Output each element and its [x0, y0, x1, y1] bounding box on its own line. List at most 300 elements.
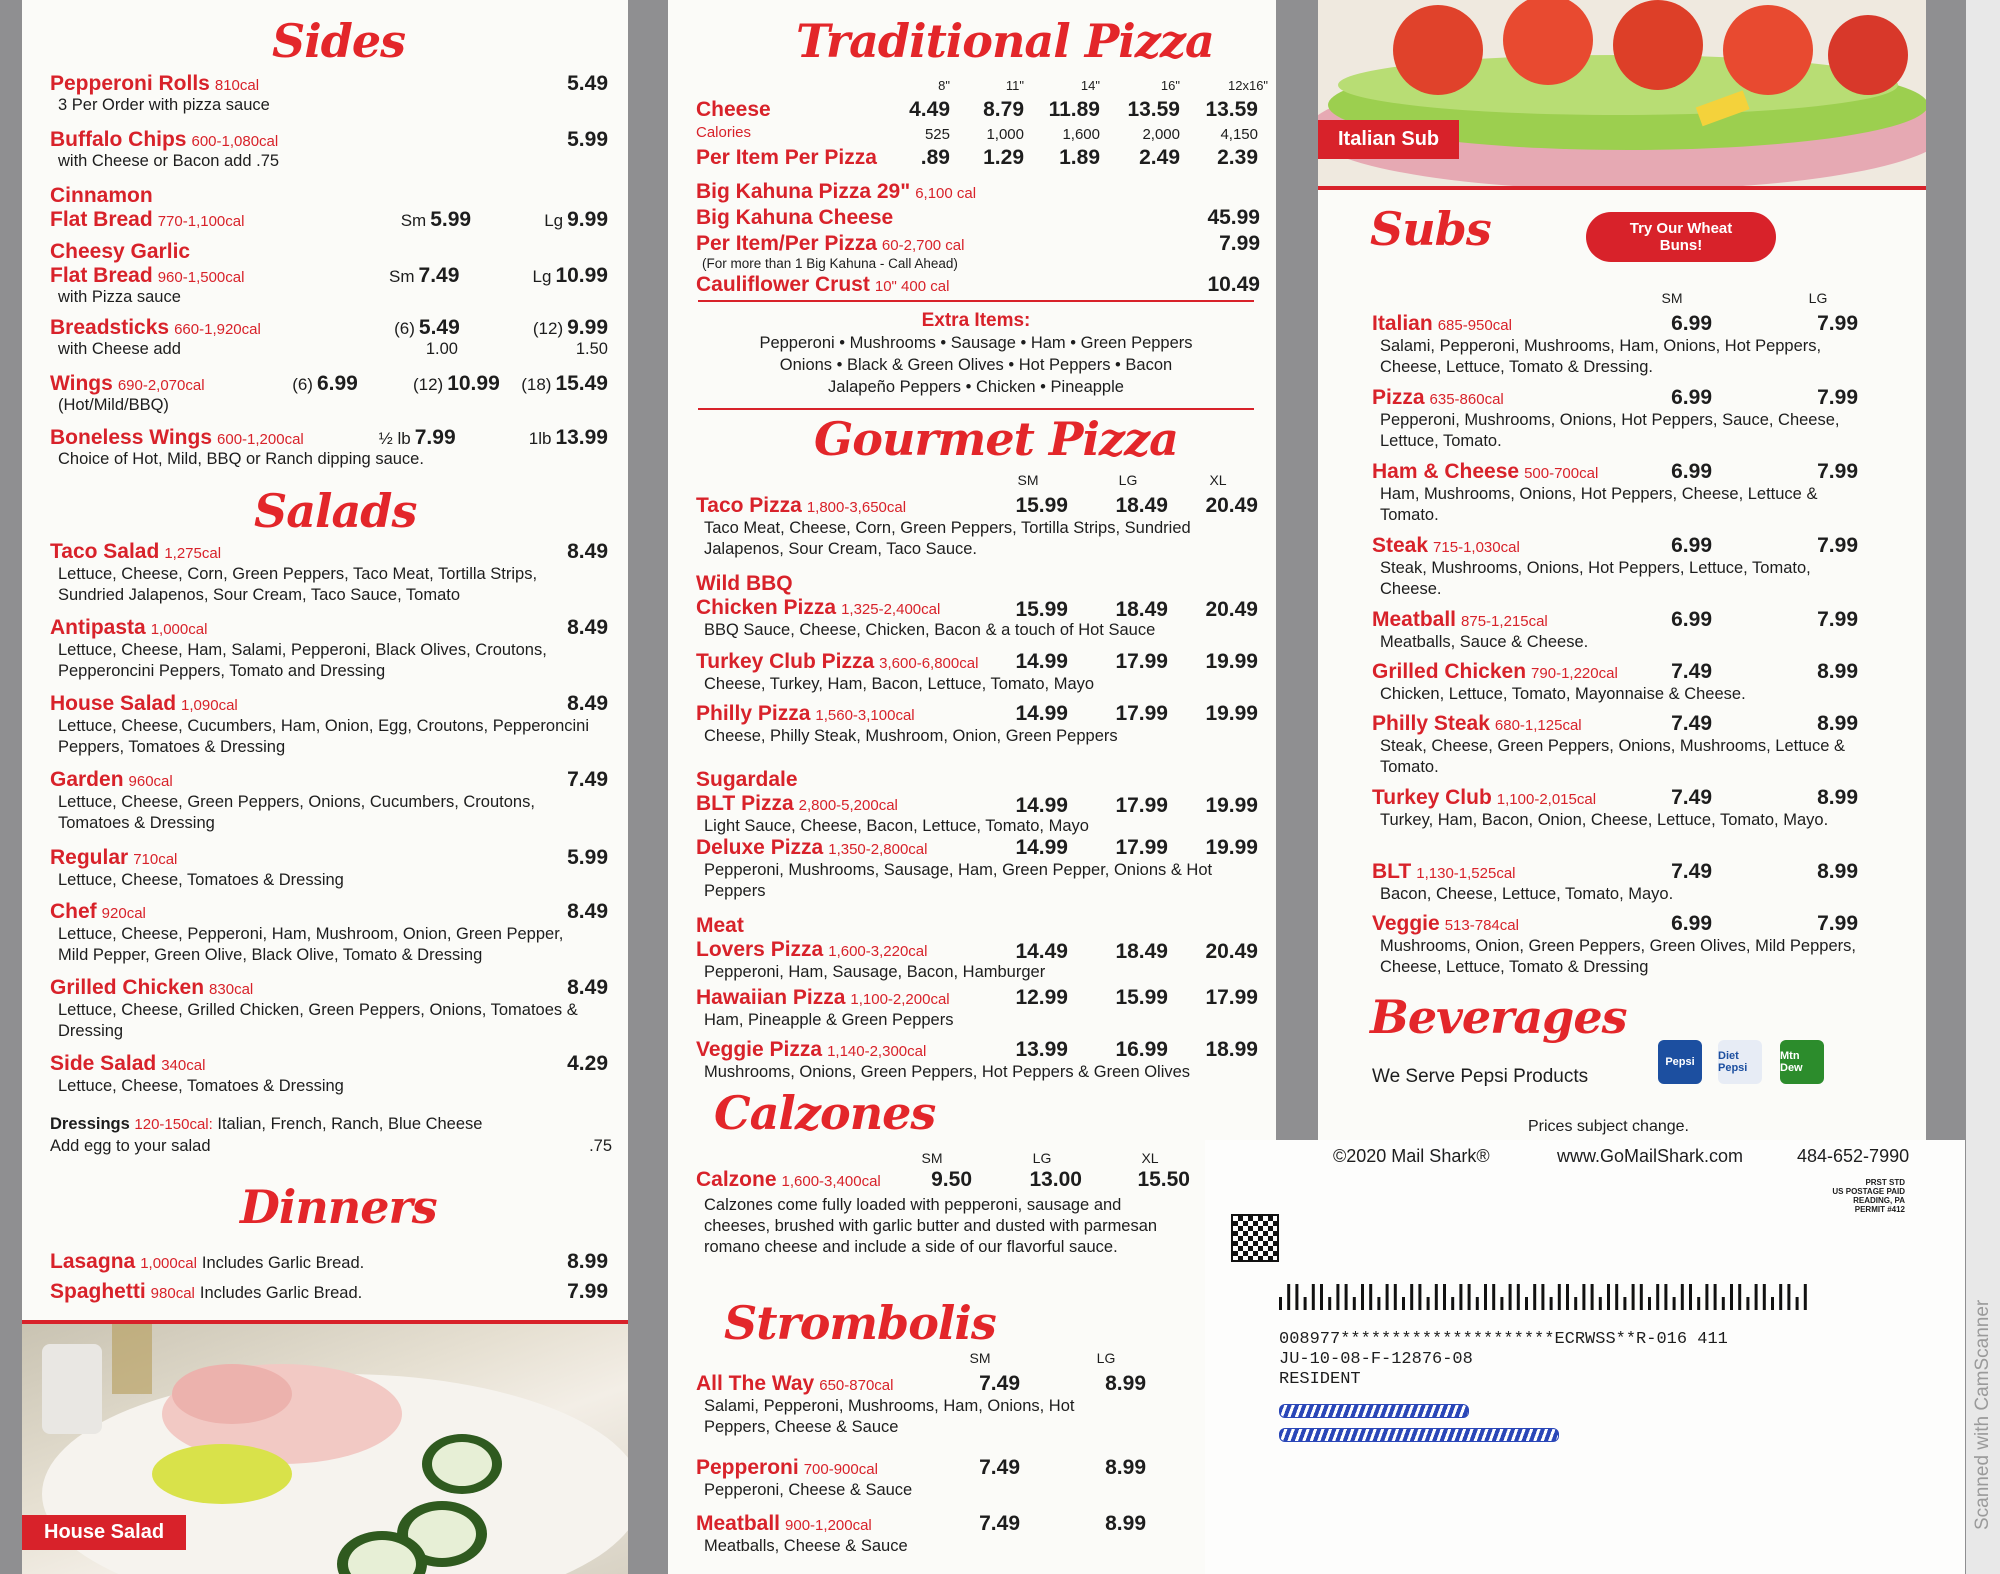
side-item-cal: 600-1,080cal [191, 133, 279, 150]
sub-item-cal: 1,130-1,525cal [1416, 865, 1516, 882]
side-item-addon-price: 1.00 [425, 340, 458, 358]
gourmet-item-name: BLT Pizza [696, 792, 794, 815]
sub-item-cal: 513-784cal [1444, 917, 1519, 934]
side-item-cal: 600-1,200cal [217, 431, 304, 448]
cauliflower-cal: 10" 400 cal [874, 278, 950, 295]
sub-item-cal: 685-950cal [1437, 317, 1512, 334]
copyright: ©2020 Mail Shark® [1333, 1146, 1490, 1166]
side-item-cal: 660-1,920cal [174, 321, 261, 338]
size-header: LG [1118, 472, 1138, 488]
sub-item-name: Pizza [1372, 386, 1425, 409]
side-item-price: 9.99 [567, 316, 608, 339]
gourmet-item [696, 702, 1260, 747]
gourmet-item-name: Turkey Club Pizza [696, 650, 875, 673]
section-title-strombolis: Strombolis [724, 1296, 996, 1350]
per-item-row-value: 1.89 [1059, 146, 1100, 169]
gourmet-item-price: 19.99 [1205, 702, 1258, 725]
side-item-desc: (Hot/Mild/BBQ) [58, 396, 169, 414]
scanner-watermark: Scanned with CamScanner [1972, 1299, 1993, 1530]
salad-item-row [50, 1052, 608, 1076]
gourmet-item-price: 17.99 [1115, 836, 1168, 859]
side-item-row [50, 264, 608, 288]
salad-item-price: 8.49 [567, 900, 608, 923]
size-header: LG [1096, 1350, 1116, 1366]
gourmet-item-price: 14.99 [1015, 794, 1068, 817]
salad-item-name: Chef [50, 900, 97, 923]
salad-item-cal: 1,275cal [164, 545, 222, 562]
side-item-name: Cinnamon [50, 184, 153, 207]
side-item-price: 9.99 [567, 208, 608, 231]
redacted-address [1279, 1428, 1559, 1442]
dinner-item [50, 1280, 608, 1304]
side-item-price: 5.49 [567, 72, 608, 95]
side-item-cal: 960-1,500cal [157, 269, 245, 286]
postage-line: US POSTAGE PAID [1832, 1187, 1905, 1196]
side-item-cal: 770-1,100cal [157, 213, 245, 230]
gourmet-item-desc: Mushrooms, Onions, Green Peppers, Hot Peppers & Green Olives [704, 1063, 1191, 1081]
egg-price: .75 [589, 1137, 612, 1155]
sub-item-price: 7.49 [1671, 712, 1712, 735]
gourmet-item-row [696, 836, 1260, 860]
side-item-desc: Choice of Hot, Mild, BBQ or Ranch dipping sauce. [58, 450, 424, 468]
salad-item-desc: Lettuce, Cheese, Tomatoes & Dressing [58, 871, 344, 889]
section-title-traditional-pizza: Traditional Pizza [796, 14, 1214, 68]
side-item [50, 426, 608, 469]
side-item-addon-price: 1.50 [575, 340, 608, 358]
gourmet-item-price: 18.49 [1115, 598, 1168, 621]
side-item-name: Wings [50, 372, 113, 395]
size-header: LG [1032, 1150, 1052, 1166]
salad-item-name: Antipasta [50, 616, 146, 639]
gourmet-item-price: 19.99 [1205, 650, 1258, 673]
cheese-row-value: 13.59 [1205, 98, 1258, 121]
sub-item-name: Turkey Club [1372, 786, 1492, 809]
section-title-beverages: Beverages [1370, 990, 1627, 1044]
side-item-name: Cheesy Garlic [50, 240, 191, 263]
gourmet-item-name: Taco Pizza [696, 494, 802, 517]
gourmet-item-price: 18.49 [1115, 940, 1168, 963]
size-header: XL [1209, 472, 1227, 488]
gourmet-item-price: 15.99 [1015, 598, 1068, 621]
mailing-panel [1205, 1140, 1965, 1574]
salad-item [50, 768, 608, 834]
sub-item-name: Grilled Chicken [1372, 660, 1527, 683]
sub-item-price: 8.99 [1817, 660, 1858, 683]
gourmet-item-desc: Taco Meat, Cheese, Corn, Green Peppers, Tortilla Strips, Sundried Jalapenos, Sour Cream, Taco Sauce. [704, 519, 1191, 558]
gourmet-item-price: 17.99 [1115, 794, 1168, 817]
salad-item-desc: Lettuce, Cheese, Green Peppers, Onions, Cucumbers, Croutons, Tomatoes & Dressing [58, 793, 535, 832]
gourmet-item-price: 19.99 [1205, 836, 1258, 859]
gourmet-item-row [696, 596, 1260, 620]
side-item-row [50, 426, 608, 450]
kahuna-item-cal: 60-2,700 cal [881, 237, 965, 254]
pepsi-logo-icon: Pepsi [1658, 1040, 1702, 1084]
sub-item-desc: Turkey, Ham, Bacon, Onion, Cheese, Lettuce, Tomato, Mayo. [1380, 811, 1829, 829]
beverages-text: We Serve Pepsi Products [1372, 1066, 1589, 1087]
postal-barcode [1279, 1284, 1819, 1310]
sub-item-name: Steak [1372, 534, 1429, 557]
size-header: 16" [1160, 78, 1180, 93]
side-item-size: (12) [532, 319, 564, 338]
gourmet-item-row [696, 494, 1260, 518]
stromboli-item-price: 7.49 [979, 1456, 1020, 1479]
gourmet-item-price: 20.49 [1205, 598, 1258, 621]
salad-item-row [50, 616, 608, 640]
salad-item-name: Taco Salad [50, 540, 160, 563]
size-header: 12x16" [1228, 78, 1269, 93]
side-item-desc: 3 Per Order with pizza sauce [58, 96, 270, 114]
sub-item-cal: 1,100-2,015cal [1496, 791, 1597, 808]
gourmet-item-name: Philly Pizza [696, 702, 811, 725]
salad-item-row [50, 540, 608, 564]
gourmet-item-desc: Light Sauce, Cheese, Bacon, Lettuce, Tomato, Mayo [704, 817, 1089, 835]
gourmet-item-name: Chicken Pizza [696, 596, 837, 619]
side-item-desc: with Cheese or Bacon add .75 [58, 152, 280, 170]
gourmet-item-cal: 1,600-3,220cal [828, 943, 928, 960]
gourmet-item [696, 836, 1260, 902]
dinner-item-note: Includes Garlic Bread. [199, 1284, 363, 1302]
cheese-row-value: 13.59 [1127, 98, 1180, 121]
salad-item [50, 692, 608, 758]
dinner-item-price: 7.99 [567, 1280, 608, 1303]
side-item-size: Lg [544, 211, 564, 230]
extra-items-title: Extra Items: [921, 310, 1031, 331]
gourmet-item-price: 20.49 [1205, 494, 1258, 517]
sub-item-price: 6.99 [1671, 312, 1712, 335]
salad-item-row [50, 976, 608, 1000]
gourmet-item-cal: 1,560-3,100cal [815, 707, 915, 724]
salad-item [50, 976, 608, 1042]
stromboli-item [696, 1512, 1106, 1557]
section-title-dinners: Dinners [240, 1180, 437, 1234]
gourmet-item-price: 17.99 [1115, 702, 1168, 725]
sub-item-cal: 875-1,215cal [1461, 613, 1548, 630]
salad-item-desc: Lettuce, Cheese, Pepperoni, Ham, Mushroom, Onion, Green Pepper, Mild Pepper, Green Olive, Black Olive, Tomato & Dressing [58, 925, 564, 964]
per-item-row-label: Per Item Per Pizza [696, 146, 877, 169]
gourmet-item-price: 16.99 [1115, 1038, 1168, 1061]
gourmet-item [696, 572, 1260, 641]
per-item-row-value: 2.39 [1217, 146, 1258, 169]
gourmet-item-price: 15.99 [1115, 986, 1168, 1009]
gourmet-item-row [696, 702, 1260, 726]
gourmet-item-desc: Pepperoni, Mushrooms, Sausage, Ham, Green Pepper, Onions & Hot Peppers [704, 861, 1213, 900]
gourmet-item-cal: 1,800-3,650cal [806, 499, 907, 516]
side-item-size: ½ lb [378, 429, 411, 448]
side-item-size: (6) [394, 319, 415, 338]
calzone-desc: Calzones come fully loaded with pepperoni, sausage and cheeses, brushed with garlic butter and dusted with parmesan romano cheese and include a side of our flavorful sauce. [704, 1196, 1158, 1256]
cheese-row-value: 4.49 [909, 98, 950, 121]
dressings-cal: 120-150cal: [134, 1116, 213, 1133]
dinner-item-name: Spaghetti [50, 1280, 146, 1303]
cheese-row-value: 8.79 [983, 98, 1024, 121]
postage-line: PERMIT #412 [1854, 1205, 1905, 1214]
salad-item-desc: Lettuce, Cheese, Tomatoes & Dressing [58, 1077, 344, 1095]
side-item-price: 5.99 [430, 208, 472, 231]
postage-line: READING, PA [1853, 1196, 1905, 1205]
gourmet-item [696, 1038, 1260, 1083]
side-item-name: Breadsticks [50, 316, 170, 339]
calories-row-value: 1,600 [1062, 126, 1100, 143]
section-title-gourmet-pizza: Gourmet Pizza [814, 412, 1178, 466]
gourmet-item-cal: 1,140-2,300cal [827, 1043, 927, 1060]
side-item-size: (12) [412, 375, 444, 394]
calories-row-value: 4,150 [1220, 126, 1258, 143]
salad-item-name: Garden [50, 768, 124, 791]
kahuna-label: Big Kahuna Pizza 29" [696, 180, 911, 203]
salad-item-price: 4.29 [567, 1052, 608, 1075]
salad-item [50, 846, 608, 891]
side-item [50, 184, 608, 232]
cheese-row-value: 11.89 [1048, 98, 1100, 121]
barcode-bars [1279, 1284, 1819, 1310]
salad-item [50, 900, 608, 966]
section-title-subs: Subs [1370, 202, 1491, 256]
side-item [50, 316, 608, 359]
gourmet-item-price: 18.49 [1115, 494, 1168, 517]
side-item [50, 372, 608, 415]
sub-item-cal: 680-1,125cal [1494, 717, 1582, 734]
gourmet-item-desc: Cheese, Philly Steak, Mushroom, Onion, Green Peppers [704, 727, 1118, 745]
gourmet-item-cal: 1,350-2,800cal [828, 841, 928, 858]
gourmet-item-name: Veggie Pizza [696, 1038, 823, 1061]
dinner-item-price: 8.99 [567, 1250, 608, 1273]
side-item-size: Sm [389, 267, 415, 286]
side-item-row [50, 128, 608, 152]
dinner-item-cal: 1,000cal [140, 1255, 197, 1272]
size-header: 11" [1005, 78, 1024, 93]
cauliflower-label: Cauliflower Crust [696, 273, 870, 296]
salad-item-row [50, 846, 608, 870]
salad-item-price: 7.49 [567, 768, 608, 791]
kahuna-item-price: 7.99 [1219, 232, 1260, 255]
gourmet-item-cal: 1,100-2,200cal [850, 991, 950, 1008]
side-item-name: Boneless Wings [50, 426, 213, 449]
house-salad-tag: House Salad [22, 1515, 186, 1550]
sub-item-price: 7.49 [1671, 660, 1712, 683]
sub-item-price: 6.99 [1671, 534, 1712, 557]
size-header: LG [1808, 290, 1828, 306]
calzone-price: 13.00 [1029, 1168, 1082, 1191]
stromboli-item-desc: Meatballs, Cheese & Sauce [704, 1537, 908, 1555]
dressings-label: Dressings [50, 1115, 130, 1133]
side-item-name: Pepperoni Rolls [50, 72, 210, 95]
gourmet-item-row [696, 792, 1260, 816]
salad-item-row [50, 692, 608, 716]
stromboli-item-cal: 650-870cal [819, 1377, 894, 1394]
dinner-item-note: Includes Garlic Bread. [201, 1254, 365, 1272]
extra-items-line: Jalapeño Peppers • Chicken • Pineapple [828, 378, 1124, 396]
big-kahuna-block [696, 180, 1260, 297]
salad-item-cal: 960cal [128, 773, 173, 790]
sub-item-desc: Ham, Mushrooms, Onions, Hot Peppers, Cheese, Lettuce & Tomato. [1380, 485, 1818, 524]
address-line: RESIDENT [1279, 1370, 1361, 1389]
sub-item-price: 6.99 [1671, 386, 1712, 409]
gourmet-item-prefix: Wild BBQ [696, 572, 793, 595]
stromboli-item-price: 8.99 [1105, 1512, 1146, 1535]
gourmet-item-desc: Cheese, Turkey, Ham, Bacon, Lettuce, Tomato, Mayo [704, 675, 1095, 693]
sub-item-desc: Chicken, Lettuce, Tomato, Mayonnaise & Cheese. [1380, 685, 1746, 703]
extra-items [698, 310, 1254, 398]
calories-row-label: Calories [696, 124, 752, 141]
sub-item-price: 8.99 [1817, 712, 1858, 735]
calories-row-value: 1,000 [986, 126, 1024, 143]
menu-panel-left [22, 0, 628, 1574]
gourmet-item [696, 650, 1260, 695]
salad-item-name: Grilled Chicken [50, 976, 205, 999]
salad-item-cal: 710cal [133, 851, 178, 868]
gourmet-item [696, 494, 1260, 560]
size-header: SM [969, 1350, 991, 1366]
stromboli-item-price: 8.99 [1105, 1456, 1146, 1479]
kahuna-cheese-price: 45.99 [1207, 206, 1260, 229]
per-item-row-value: 1.29 [983, 146, 1024, 169]
sub-item-price: 6.99 [1671, 460, 1712, 483]
gourmet-item-price: 12.99 [1015, 986, 1068, 1009]
sub-item-desc: Salami, Pepperoni, Mushrooms, Ham, Onions, Hot Peppers, Cheese, Lettuce, Tomato & Dressing. [1380, 337, 1822, 376]
sub-item-desc: Steak, Mushrooms, Onions, Hot Peppers, Lettuce, Tomato, Cheese. [1380, 559, 1811, 598]
salad-item-price: 8.49 [567, 540, 608, 563]
gourmet-item-desc: Pepperoni, Ham, Sausage, Bacon, Hamburger [704, 963, 1046, 981]
gourmet-item-price: 18.99 [1205, 1038, 1258, 1061]
sub-item-price: 6.99 [1671, 608, 1712, 631]
salad-item-name: House Salad [50, 692, 177, 715]
salad-item-desc: Lettuce, Cheese, Cucumbers, Ham, Onion, Egg, Croutons, Pepperoncini Peppers, Tomatoes & Dressing [58, 717, 590, 756]
side-item-row [50, 208, 608, 232]
sub-item-price: 7.99 [1817, 608, 1858, 631]
gourmet-item-cal: 2,800-5,200cal [798, 797, 898, 814]
kahuna-cheese-label: Big Kahuna Cheese [696, 206, 894, 229]
menu-panel-right [1318, 0, 1926, 1140]
salad-item [50, 540, 608, 606]
redacted-name [1279, 1404, 1469, 1418]
side-item-row [50, 372, 608, 396]
gourmet-item-price: 14.99 [1015, 836, 1068, 859]
gourmet-item-price: 20.49 [1205, 940, 1258, 963]
salad-item-cal: 1,090cal [181, 697, 238, 714]
cheese-row-label: Cheese [696, 98, 771, 121]
gourmet-item-row [696, 938, 1260, 962]
gourmet-item-cal: 3,600-6,800cal [879, 655, 979, 672]
sub-item-desc: Meatballs, Sauce & Cheese. [1380, 633, 1589, 651]
stromboli-item-desc: Salami, Pepperoni, Mushrooms, Ham, Onions, Hot Peppers, Cheese & Sauce [704, 1397, 1075, 1436]
salad-item-cal: 830cal [209, 981, 254, 998]
sub-item-name: Italian [1372, 312, 1433, 335]
scanner-watermark-strip [1966, 0, 2000, 1574]
sub-item-price: 8.99 [1817, 786, 1858, 809]
side-item-price: 5.99 [567, 128, 608, 151]
sub-item-cal: 790-1,220cal [1531, 665, 1618, 682]
stromboli-item-name: All The Way [696, 1372, 815, 1395]
sub-item-desc: Pepperoni, Mushrooms, Onions, Hot Peppers, Sauce, Cheese, Lettuce, Tomato. [1380, 411, 1840, 450]
dinner-item-cal: 980cal [150, 1285, 195, 1302]
per-item-row-value: 2.49 [1139, 146, 1180, 169]
extra-items-line: Pepperoni • Mushrooms • Sausage • Ham • Green Peppers [759, 334, 1193, 352]
size-header: 14" [1080, 78, 1100, 93]
gourmet-item-price: 14.99 [1015, 702, 1068, 725]
side-item-name: Flat Bread [50, 208, 153, 231]
gourmet-item-price: 19.99 [1205, 794, 1258, 817]
sub-item-price: 7.99 [1817, 386, 1858, 409]
dinner-item [50, 1250, 608, 1274]
salad-item-price: 5.99 [567, 846, 608, 869]
gourmet-item [696, 986, 1260, 1031]
sub-item-price: 7.99 [1817, 534, 1858, 557]
divider [698, 408, 1254, 410]
stromboli-item-name: Pepperoni [696, 1456, 799, 1479]
salad-item-desc: Lettuce, Cheese, Corn, Green Peppers, Taco Meat, Tortilla Strips, Sundried Jalapenos, Sour Cream, Taco Sauce, Tomato [58, 565, 538, 604]
kahuna-cal: 6,100 cal [915, 185, 977, 202]
section-title-sides: Sides [272, 14, 406, 68]
stromboli-item-price: 7.49 [979, 1512, 1020, 1535]
salad-item [50, 1052, 608, 1097]
calzone-cal: 1,600-3,400cal [781, 1173, 881, 1190]
menu-panel-middle [668, 0, 1276, 1574]
salad-item-cal: 340cal [161, 1057, 206, 1074]
sub-item-cal: 635-860cal [1429, 391, 1504, 408]
side-item-row [50, 72, 608, 96]
salad-item-cal: 1,000cal [150, 621, 208, 638]
section-title-salads: Salads [254, 484, 417, 538]
gourmet-item-price: 14.99 [1015, 650, 1068, 673]
side-item-desc-row [50, 96, 608, 115]
calzone-name: Calzone [696, 1168, 777, 1191]
side-item-price: 10.99 [447, 372, 500, 395]
address-block [1279, 1330, 1728, 1390]
stromboli-item-row [696, 1456, 1106, 1480]
calories-row-value: 525 [924, 126, 950, 143]
salad-item-name: Regular [50, 846, 129, 869]
house-salad-photo [22, 1324, 628, 1574]
gourmet-item-row [696, 1038, 1260, 1062]
gourmet-item-price: 15.99 [1015, 494, 1068, 517]
side-item-price: 7.99 [414, 426, 456, 449]
postage-indicia [1815, 1178, 1905, 1214]
salad-item-desc: Lettuce, Cheese, Grilled Chicken, Green Peppers, Onions, Tomatoes & Dressing [58, 1001, 578, 1040]
sub-item-name: Ham & Cheese [1372, 460, 1520, 483]
side-item-price: 5.49 [418, 316, 460, 339]
stromboli-item-cal: 700-900cal [803, 1461, 878, 1478]
sub-item-name: BLT [1372, 860, 1412, 883]
kahuna-item-label: Per Item/Per Pizza [696, 232, 877, 255]
gourmet-item-price: 13.99 [1015, 1038, 1068, 1061]
salad-item-price: 8.49 [567, 692, 608, 715]
side-item-name: Buffalo Chips [50, 128, 187, 151]
side-item-desc-row [50, 288, 608, 307]
stromboli-item [696, 1372, 1106, 1438]
side-item-price: 6.99 [316, 372, 358, 395]
postage-line: PRST STD [1865, 1178, 1905, 1187]
datamatrix-code [1231, 1214, 1279, 1262]
stromboli-item-price: 8.99 [1105, 1372, 1146, 1395]
sub-item-price: 7.99 [1817, 912, 1858, 935]
side-item-price: 15.49 [555, 372, 608, 395]
side-item [50, 72, 608, 115]
gourmet-item-desc: Ham, Pineapple & Green Peppers [704, 1011, 954, 1029]
salad-item-row [50, 900, 608, 924]
side-item [50, 128, 608, 171]
salad-item [50, 616, 608, 682]
salad-item-name: Side Salad [50, 1052, 157, 1075]
size-header: 8" [938, 78, 950, 93]
dressings-list: Italian, French, Ranch, Blue Cheese [217, 1115, 483, 1133]
side-item-size: (18) [521, 375, 552, 394]
gourmet-item-price: 17.99 [1115, 650, 1168, 673]
phone: 484-652-7990 [1797, 1146, 1910, 1166]
sub-item-price: 7.99 [1817, 312, 1858, 335]
sub-item-price: 6.99 [1671, 912, 1712, 935]
prices-note: Prices subject change. [1528, 1118, 1689, 1135]
gourmet-item-row [696, 650, 1260, 674]
